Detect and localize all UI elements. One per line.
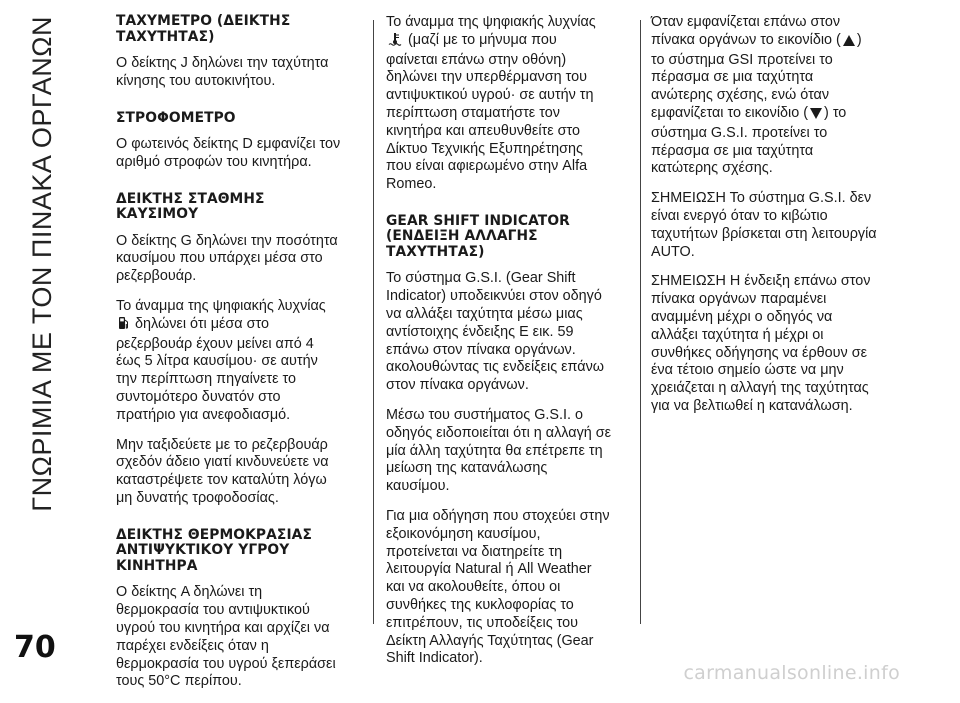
gsi-icons-text-b: ) το σύστημα GSI προτείνει το πέρασμα σε μια ταχύτητα ανώτερης σχέσης, ενώ όταν εμφανίζεται το εικονίδιο ( (651, 31, 862, 121)
paragraph-tachometer: Ο φωτεινός δείκτης D εμφανίζει τον αριθμό στροφών του κινητήρα. (116, 136, 341, 170)
paragraph-gsi-fuel-saving: Μέσω του συστήματος G.S.I. ο οδηγός ειδοποιείται ότι η αλλαγή σε μία άλλη ταχύτητα θα επέτρεπε τη μείωση της κατανάλωσης καυσίμου. (386, 407, 612, 495)
paragraph-fuel-warning (116, 298, 342, 425)
heading-gear-shift-indicator: GEAR SHIFT INDICATOR (ΕΝΔΕΙΞΗ ΑΛΛΑΓΗΣ ΤΑΧΥΤΗΤΑΣ) (386, 212, 570, 260)
paragraph-speedometer: Ο δείκτης J δηλώνει την ταχύτητα κίνησης του αυτοκινήτου. (116, 55, 329, 89)
page-number: 70 (14, 630, 56, 665)
coolant-warning-text-b: (μαζί με το μήνυμα που φαίνεται επάνω στην οθόνη) δηλώνει την υπερθέρμανση του αντιψυκτικού υγρού· σε αυτήν τη περίπτωση σταματήστε τον κινητήρα και απευθυνθείτε στο Δίκτυο Τεχνικής Εξυπηρέτησης που είναι αφιερωμένο στην Alfa Romeo. (386, 31, 594, 193)
heading-tachometer: ΣΤΡΟΦΟΜΕΤΡΟ (116, 109, 236, 126)
fuel-warning-text-b: δηλώνει ότι μέσα στο ρεζερβουάρ έχουν μείνει από 4 έως 5 λίτρα καυσίμου· σε αυτήν την περίπτωση πηγαίνετε το συντομότερο δυνατόν στο πρατήριο για ανεφοδιασμό. (116, 315, 318, 423)
coolant-warning-text-a: Το άναμμα της ψηφιακής λυχνίας (386, 14, 596, 30)
chapter-side-title (18, 16, 66, 512)
column-divider (640, 20, 641, 624)
note-gsi-auto-mode: ΣΗΜΕΙΩΣΗ Το σύστημα G.S.I. δεν είναι ενεργό όταν το κιβώτιο ταχυτήτων βρίσκεται στη λειτουργία AUTO. (651, 190, 877, 260)
triangle-down-icon (810, 107, 822, 125)
column-3 (651, 14, 877, 428)
note-gsi-indicator-persistence: ΣΗΜΕΙΩΣΗ Η ένδειξη επάνω στον πίνακα οργάνων παραμένει αναμμένη μέχρι ο οδηγός να αλλάξει ταχύτητα ή μέχρι οι συνθήκες οδήγησης να έρθουν σε ένα τέτοιο σημείο ώστε να μην χρειάζεται η αλλαγή της ταχύτητας για να βελτιωθεί η κατανάλωση. (651, 273, 871, 414)
paragraph-fuel-catalyst: Μην ταξιδεύετε με το ρεζερβουάρ σχεδόν άδειο γιατί κινδυνεύετε να καταστρέψετε τον καταλύτη λόγω μη δυνατής τροφοδοσίας. (116, 436, 329, 507)
paragraph-gsi-economy-mode: Για μια οδήγηση που στοχεύει στην εξοικονόμηση καυσίμου, προτείνεται να διατηρείτε τη λειτουργία Natural ή All Weather και να ακολουθείτε, όπου οι συνθήκες της κυκλοφορίας το επιτρέπουν, τις υποδείξεις του Δείκτη Αλλαγής Ταχύτητας (Gear Shift Indicator). (386, 508, 610, 667)
column-1 (116, 14, 342, 703)
paragraph-fuel-gauge: Ο δείκτης G δηλώνει την ποσότητα καυσίμου που υπάρχει μέσα στο ρεζερβουάρ. (116, 232, 338, 285)
chapter-title-text: ΓΝΩΡΙΜΙΑ ΜΕ ΤΟΝ ΠΙΝΑΚΑ ΟΡΓΑΝΩΝ (26, 16, 57, 512)
paragraph-gsi-icons (651, 14, 877, 178)
paragraph-coolant-temperature: Ο δείκτης A δηλώνει τη θερμοκρασία του αντιψυκτικού υγρού του κινητήρα και αρχίζει να παρέχει ενδείξεις όταν η θερμοκρασία του υγρού ξεπεράσει τους 50°C περίπου. (116, 584, 336, 690)
column-2 (386, 14, 612, 680)
watermark: carmanualsonline.info (683, 662, 900, 684)
paragraph-gsi-description: Το σύστημα G.S.I. (Gear Shift Indicator) υποδεικνύει στον οδηγό να αλλάξει ταχύτητα μέσω μιας αντίστοιχης ένδειξης E εικ. 59 επάνω στον πίνακα οργάνων. ακολουθώντας τις ενδείξεις επάνω στον πίνακα οργάνων. (386, 270, 605, 394)
paragraph-coolant-warning (386, 14, 612, 194)
heading-speedometer: ΤΑΧΥΜΕΤΡΟ (ΔΕΙΚΤΗΣ ΤΑΧΥΤΗΤΑΣ) (116, 13, 291, 45)
column-divider (373, 20, 374, 624)
heading-coolant-temperature: ΔΕΙΚΤΗΣ ΘΕΡΜΟΚΡΑΣΙΑΣ ΑΝΤΙΨΥΚΤΙΚΟΥ ΥΓΡΟΥ ΚΙΝΗΤΗΡΑ (116, 526, 312, 574)
gsi-icons-text-c: ) το σύστημα G.S.I. προτείνει το πέρασμα σε μια ταχύτητα κατώτερης σχέσης. (651, 104, 847, 177)
gsi-icons-text-a: Όταν εμφανίζεται επάνω στον πίνακα οργάνων το εικονίδιο ( (651, 14, 841, 48)
fuel-pump-icon (118, 316, 129, 336)
fuel-warning-text-a: Το άναμμα της ψηφιακής λυχνίας (116, 298, 326, 315)
coolant-temperature-icon (388, 32, 402, 52)
triangle-up-icon (843, 34, 855, 52)
heading-fuel-gauge: ΔΕΙΚΤΗΣ ΣΤΑΘΜΗΣ ΚΑΥΣΙΜΟΥ (116, 190, 265, 223)
